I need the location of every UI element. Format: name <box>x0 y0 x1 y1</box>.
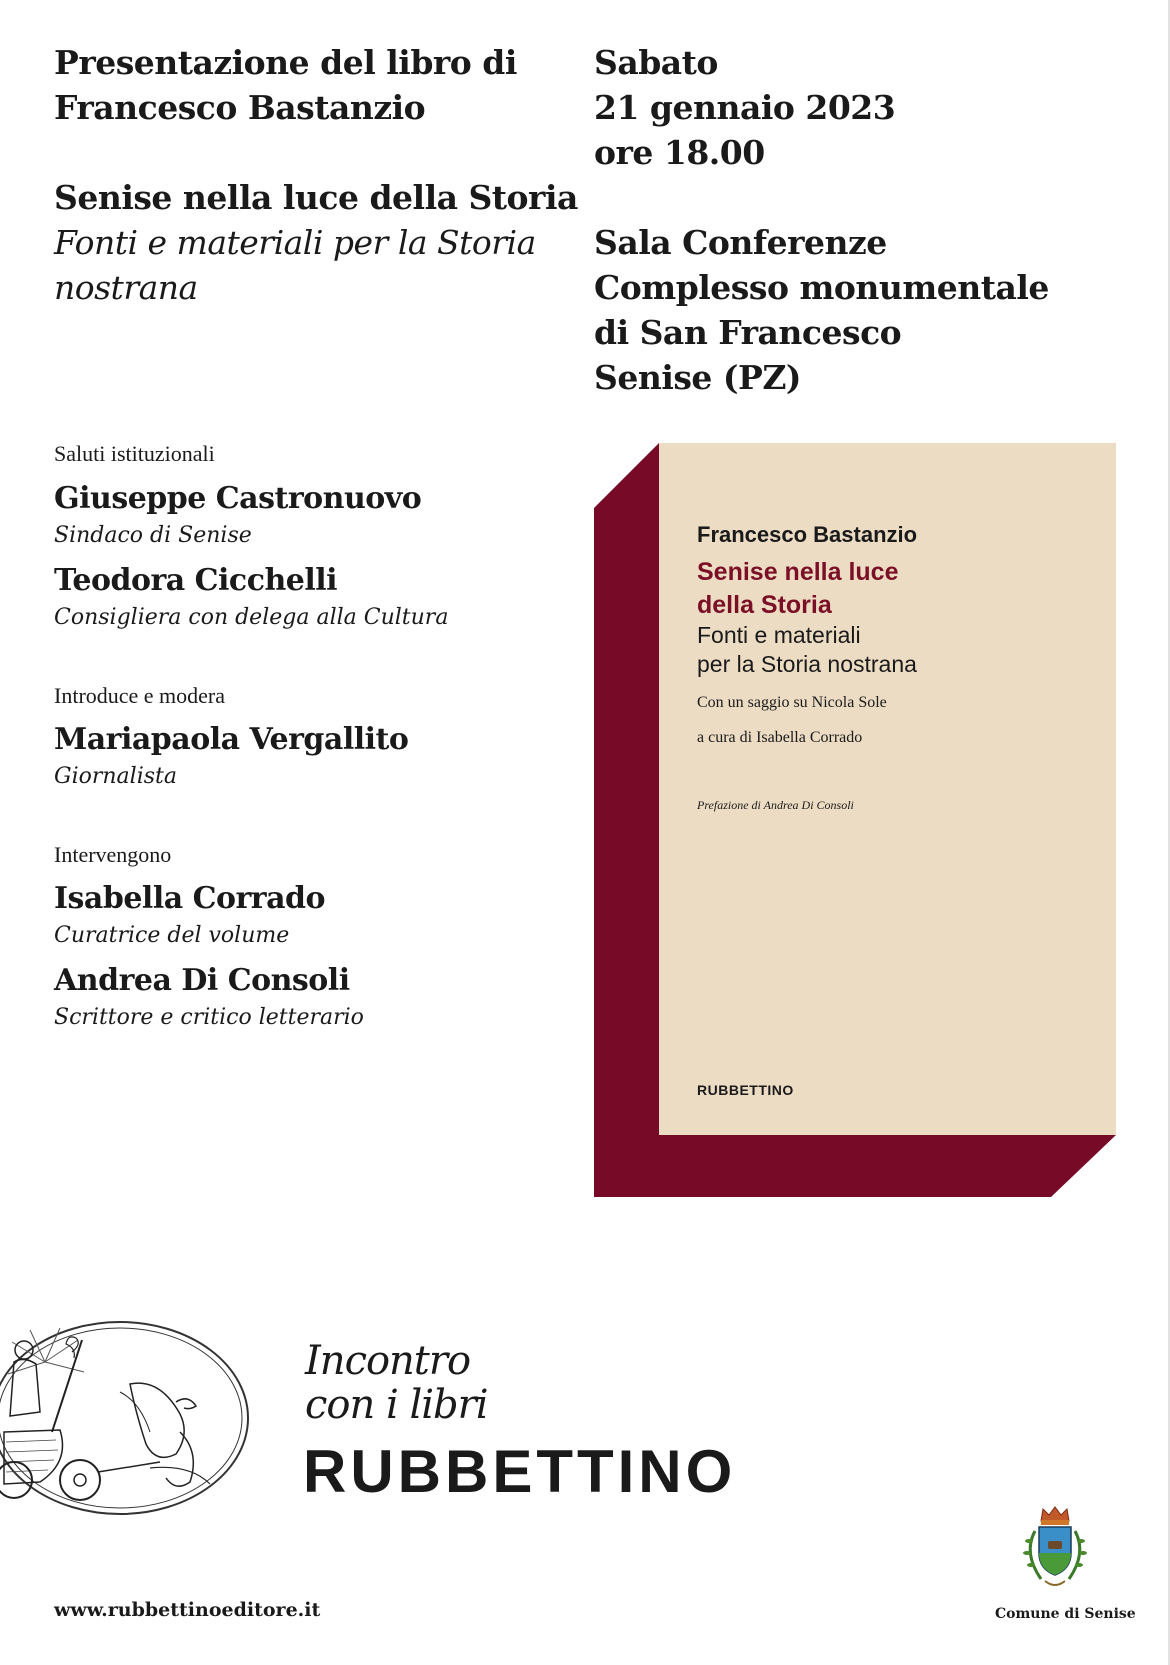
book-cover <box>659 443 1116 1135</box>
author-name: Francesco Bastanzio <box>54 88 426 127</box>
book-title: Senise nella luce della Storia <box>54 178 578 217</box>
cover-publisher: RUBBETTINO <box>697 1082 794 1098</box>
brand-wordmark: RUBBETTINO <box>303 1438 737 1505</box>
speakers-label: Intervengono <box>54 842 172 867</box>
cover-preface: Prefazione di Andrea Di Consoli <box>697 798 854 812</box>
coat-of-arms-icon <box>1015 1503 1095 1593</box>
moderator-label: Introduce e modera <box>54 683 226 708</box>
cover-editor: a cura di Isabella Corrado <box>697 729 863 746</box>
venue-line4: Senise (PZ) <box>594 358 802 397</box>
incontro-line1: Incontro <box>305 1338 471 1384</box>
moderator-name: Mariapaola Vergallito <box>54 722 409 757</box>
cover-title-line2: della Storia <box>697 591 832 619</box>
event-day: Sabato <box>594 43 718 82</box>
venue-line3: di San Francesco <box>594 313 902 352</box>
cover-essay: Con un saggio su Nicola Sole <box>697 694 887 711</box>
venue-line1: Sala Conferenze <box>594 223 887 262</box>
presentation-line: Presentazione del libro di <box>54 43 517 82</box>
event-time: ore 18.00 <box>594 133 765 172</box>
speaker-role: Scrittore e critico letterario <box>54 1005 364 1030</box>
incontro-line2: con i libri <box>305 1382 488 1428</box>
book-subtitle-line2: nostrana <box>54 268 198 307</box>
venue-line2: Complesso monumentale <box>594 268 1049 307</box>
book-subtitle-line1: Fonti e materiali per la Storia <box>54 223 536 262</box>
speaker-name: Giuseppe Castronuovo <box>54 481 422 516</box>
speaker-name: Teodora Cicchelli <box>54 563 338 598</box>
website-url: www.rubbettinoeditore.it <box>54 1599 321 1621</box>
cover-subtitle-line1: Fonti e materiali <box>697 622 861 648</box>
speaker-role: Curatrice del volume <box>54 923 290 948</box>
speaker-name: Andrea Di Consoli <box>54 963 350 998</box>
cover-title-line1: Senise nella luce <box>697 558 899 586</box>
speaker-role: Sindaco di Senise <box>54 523 252 548</box>
moderator-role: Giornalista <box>54 764 177 789</box>
cover-subtitle-line2: per la Storia nostrana <box>697 651 917 677</box>
cover-author: Francesco Bastanzio <box>697 522 918 547</box>
speaker-role: Consigliera con delega alla Cultura <box>54 605 449 630</box>
speaker-name: Isabella Corrado <box>54 881 326 916</box>
hermes-chariot-emblem-icon <box>0 1312 260 1527</box>
greetings-label: Saluti istituzionali <box>54 441 215 466</box>
comune-label: Comune di Senise <box>995 1606 1136 1622</box>
event-date: 21 gennaio 2023 <box>594 88 896 127</box>
